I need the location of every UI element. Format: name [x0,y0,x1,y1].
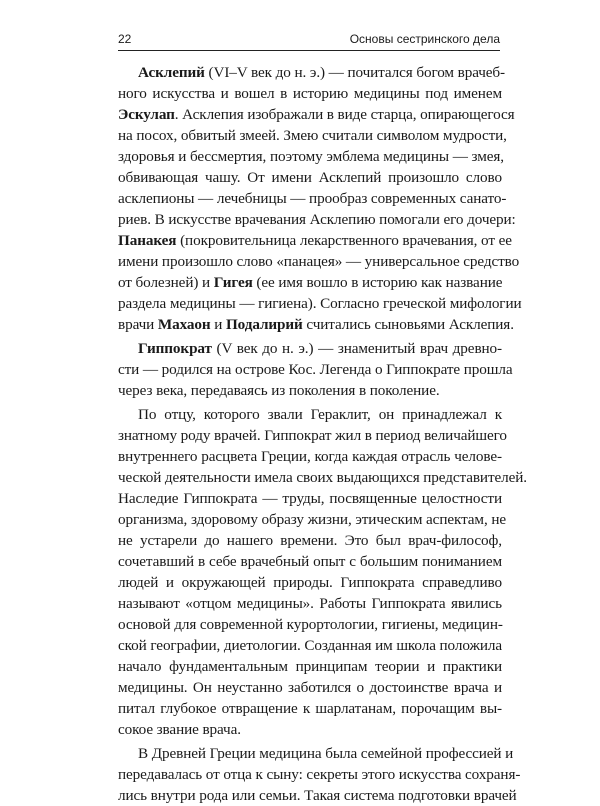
text-line: ного искусства и вошел в историю медицины под именем [118,85,502,102]
text-line: через века, передаваясь из поколения в поколение. [118,382,440,399]
text-line: Панакея (покровительница лекарственного врачевания, от ее [118,232,512,249]
text-line: называют «отцом медицины». Работы Гиппократа явились [118,595,502,612]
text-line: раздела медицины — гигиена). Согласно греческой мифологии [118,295,522,312]
text-line: знатному роду врачей. Гиппократ жил в период величайшего [118,427,507,444]
text-line: риев. В искусстве врачевания Асклепию помогали его дочери: [118,211,516,228]
text-line: сти — родился на острове Кос. Легенда о Гиппократе прошла [118,361,513,378]
text-line: начало фундаментальным принципам теории и практики [118,658,502,675]
bold-term: Гигея [213,274,253,291]
paragraph [118,338,513,401]
bold-term: Панакея [118,232,177,249]
text-line: передавалась от отца к сыну: секреты этого искусства сохраня- [118,766,521,783]
text-line: сокое звание врача. [118,721,241,738]
text-line: обвивающая чашу. От имени Асклепий произошло слово [118,169,502,186]
text-line: основой для современной курортологии, гигиены, медицин- [118,616,503,633]
text-line: людей и окружающей природы. Гиппократа справедливо [118,574,502,591]
text-line: Гиппократ (V век до н. э.) — знаменитый врач древно- [138,340,502,357]
text-line: лись внутри рода или семьи. Такая система подготовки врачей [118,787,517,804]
bold-term: Махаон [157,316,211,333]
paragraph [118,62,522,335]
bold-term: Подалирий [225,316,303,333]
text-line: Эскулап. Асклепия изображали в виде старца, опирающегося [118,106,515,123]
text-line: медицины. Он неустанно заботился о достоинстве врача и [118,679,502,696]
text-line: от болезней) и Гигея (ее имя вошло в историю как название [118,274,503,291]
running-header [118,30,500,51]
text-line: организма, здоровому образу жизни, этическим аспектам, не [118,511,507,528]
text-line: здоровья и бессмертия, поэтому эмблема медицины — змея, [118,148,504,165]
text-line: В Древней Греции медицина была семейной профессией и [138,745,514,762]
running-title: Основы сестринского дела [349,32,500,46]
text-line: питал глубокое отвращение к шарлатанам, порочащим вы- [118,700,502,717]
bold-term: Асклепий [138,64,205,81]
text-line: внутреннего расцвета Греции, когда каждая отрасль челове- [118,448,502,465]
text-line: имени произошло слово «панацея» — универсальное средство [118,253,520,270]
paragraph [118,404,527,740]
body-text [118,62,527,806]
text-line: ческой деятельности имела своих выдающихся представителей. [118,469,527,486]
text-line: Асклепий (VI–V век до н. э.) — почитался богом врачеб- [138,64,505,81]
text-line: По отцу, которого звали Гераклит, он принадлежал к [138,406,502,423]
text-line: не устарели до нашего времени. Это был врач-философ, [118,532,502,549]
text-line: на посох, обвитый змеей. Змею считали символом мудрости, [118,127,507,144]
text-line: ской географии, диетологии. Созданная им школа положила [118,637,502,654]
text-line: сочетавший в себе врачебный опыт с большим пониманием [118,553,502,570]
page-number: 22 [118,32,132,46]
bold-term: Эскулап [118,106,175,123]
text-line: врачи Махаон и Подалирий считались сыновьями Асклепия. [118,316,514,333]
bold-term: Гиппократ [138,340,212,357]
text-line: асклепионы — лечебницы — прообраз современных санато- [118,190,507,207]
paragraph [118,743,521,806]
text-line: Наследие Гиппократа — труды, посвященные целостности [118,490,502,507]
